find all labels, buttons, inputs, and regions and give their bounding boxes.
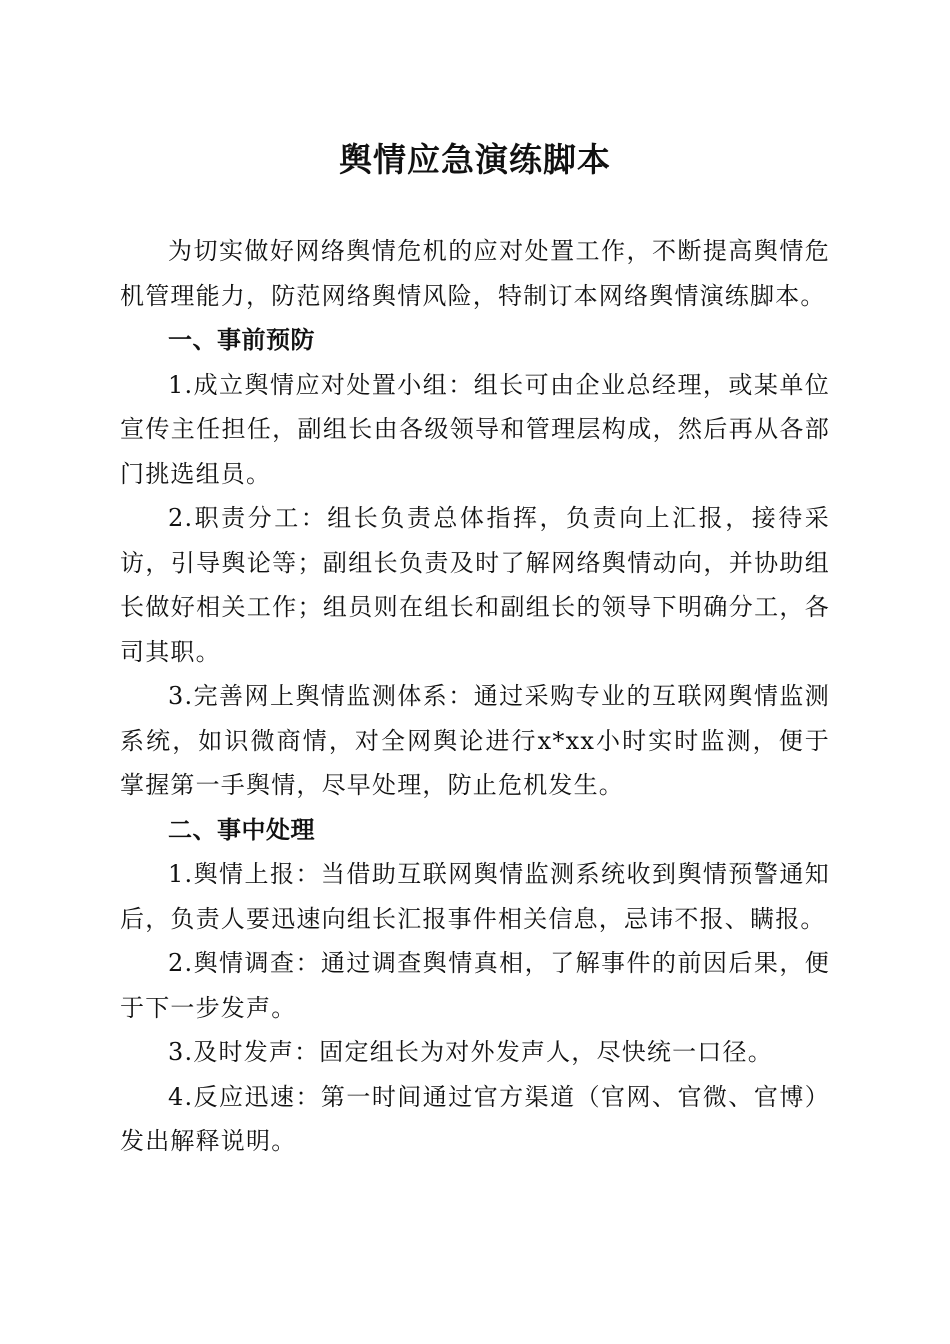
prevention-item-1: 1.成立舆情应对处置小组：组长可由企业总经理，或某单位宣传主任担任，副组长由各级领导和管理层构成，然后再从各部门挑选组员。 (120, 370, 830, 488)
prevention-item-2: 2.职责分工：组长负责总体指挥，负责向上汇报，接待采访，引导舆论等；副组长负责及时了解网络舆情动向，并协助组长做好相关工作；组员则在组长和副组长的领导下明确分工，各司其职。 (120, 504, 830, 666)
handling-item-4: 4.反应迅速：第一时间通过官方渠道（官网、官微、官博）发出解释说明。 (120, 1082, 830, 1155)
document-title: 舆情应急演练脚本 (339, 140, 611, 179)
handling-item-3: 3.及时发声：固定组长为对外发声人，尽快统一口径。 (168, 1038, 773, 1066)
section-heading-prevention: 一、事前预防 (168, 325, 315, 354)
section-heading-handling: 二、事中处理 (168, 814, 315, 844)
handling-item-2: 2.舆情调查：通过调查舆情真相，了解事件的前因后果，便于下一步发声。 (120, 949, 830, 1022)
document-body (120, 229, 830, 1164)
handling-item-1: 1.舆情上报：当借助互联网舆情监测系统收到舆情预警通知后，负责人要迅速向组长汇报事件相关信息，忌讳不报、瞒报。 (120, 860, 830, 933)
prevention-item-3: 3.完善网上舆情监测体系：通过采购专业的互联网舆情监测系统，如识微商情，对全网舆论进行x*xx小时实时监测，便于掌握第一手舆情，尽早处理，防止危机发生。 (120, 682, 830, 799)
intro-paragraph: 为切实做好网络舆情危机的应对处置工作，不断提高舆情危机管理能力，防范网络舆情风险，特制订本网络舆情演练脚本。 (120, 237, 830, 310)
